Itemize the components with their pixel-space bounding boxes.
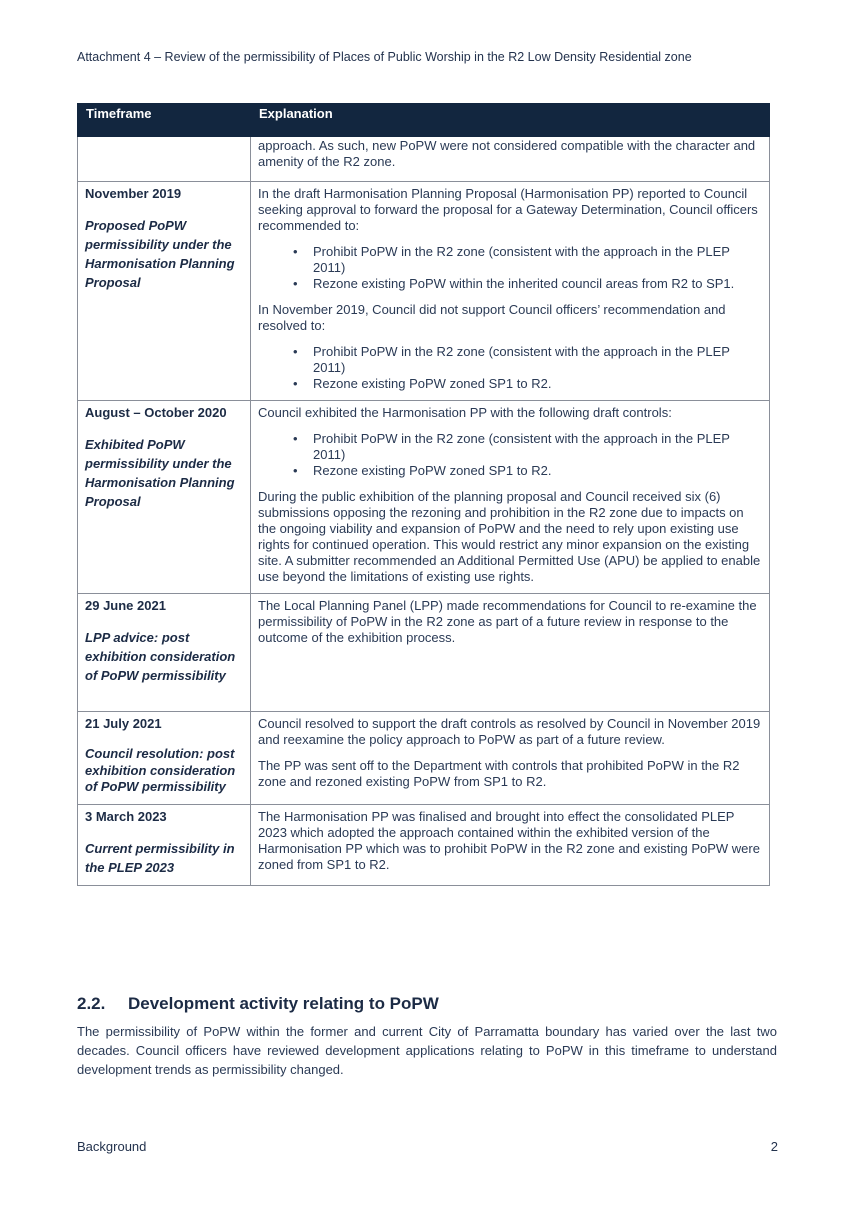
table-row (78, 182, 770, 401)
explanation-cell (251, 182, 770, 401)
timeframe-cell (78, 182, 251, 401)
explanation-paragraph: Council exhibited the Harmonisation PP with the following draft controls: (258, 405, 672, 420)
column-header-explanation: Explanation (251, 104, 770, 137)
explanation-cell (251, 594, 770, 712)
timeline-table (77, 103, 770, 886)
table-row-continuation (78, 137, 770, 182)
bullet-list (258, 244, 762, 292)
row-date: November 2019 (85, 186, 182, 201)
timeframe-cell (78, 804, 251, 885)
row-description: Current permissibility in the PLEP 2023 (85, 840, 235, 875)
row-description: LPP advice: post exhibition consideration of PoPW permissibility (85, 630, 236, 683)
explanation-cell (251, 712, 770, 805)
timeframe-cell (78, 712, 251, 805)
table-row (78, 594, 770, 712)
section-number: 2.2. (77, 994, 106, 1013)
column-header-timeframe: Timeframe (78, 104, 251, 137)
bullet-item: • Rezone existing PoPW within the inherited council areas from R2 to SP1. (293, 276, 762, 292)
explanation-paragraph: In November 2019, Council did not support Council officers’ recommendation and resolved to: (258, 302, 726, 333)
bullet-item: • Prohibit PoPW in the R2 zone (consistent with the approach in the PLEP 2011) (293, 244, 762, 276)
row-date: August – October 2020 (85, 405, 227, 420)
explanation-paragraph: In the draft Harmonisation Planning Proposal (Harmonisation PP) reported to Council seeking approval to forward the proposal for a Gateway Determination, Council officers recommended to: (258, 186, 758, 233)
timeframe-cell (78, 137, 251, 182)
explanation-paragraph: The PP was sent off to the Department with controls that prohibited PoPW in the R2 zone and rezoned existing PoPW from SP1 to R2. (258, 758, 740, 789)
table-row (78, 804, 770, 885)
explanation-cell (251, 401, 770, 594)
row-date: 3 March 2023 (85, 808, 167, 824)
section-paragraph: The permissibility of PoPW within the former and current City of Parramatta boundary has varied over the last two decades. Council officers have reviewed development applications relating to PoPW in this timeframe to understand development trends as permissibility changed. (77, 1024, 777, 1077)
bullet-list (258, 431, 762, 479)
explanation-paragraph: Council resolved to support the draft controls as resolved by Council in November 2019 and reexamine the policy approach to PoPW as part of a future review. (258, 716, 761, 747)
timeframe-cell (78, 594, 251, 712)
explanation-cell (251, 804, 770, 885)
explanation-paragraph: The Local Planning Panel (LPP) made recommendations for Council to re-examine the permissibility of PoPW in the R2 zone as part of a future review in response to the outcome of the exhibition process. (258, 598, 757, 645)
row-date: 29 June 2021 (85, 598, 166, 613)
continuation-text: approach. As such, new PoPW were not considered compatible with the character and amenity of the R2 zone. (258, 138, 756, 169)
row-date: 21 July 2021 (85, 716, 162, 731)
table-row (78, 401, 770, 594)
bullet-item: • Rezone existing PoPW zoned SP1 to R2. (293, 463, 762, 479)
explanation-cell (251, 137, 770, 182)
bullet-item: • Prohibit PoPW in the R2 zone (consistent with the approach in the PLEP 2011) (293, 431, 762, 463)
table-row (78, 712, 770, 805)
page-number: 2 (770, 1139, 778, 1154)
row-description: Proposed PoPW permissibility under the Harmonisation Planning Proposal (85, 218, 235, 290)
bullet-item: • Rezone existing PoPW zoned SP1 to R2. (293, 376, 762, 392)
row-description: Council resolution: post exhibition consideration of PoPW permissibility (85, 746, 236, 794)
section-title: Development activity relating to PoPW (128, 994, 439, 1013)
table-header-row (78, 104, 770, 137)
page-header-title: Attachment 4 – Review of the permissibility of Places of Public Worship in the R2 Low Density Residential zone (77, 50, 692, 64)
row-description: Exhibited PoPW permissibility under the Harmonisation Planning Proposal (85, 437, 235, 509)
timeframe-cell (78, 401, 251, 594)
explanation-paragraph: The Harmonisation PP was finalised and brought into effect the consolidated PLEP 2023 which adopted the approach contained within the exhibited version of the Harmonisation PP which was to prohibit PoPW in the R2 zone and existing PoPW were zoned from SP1 to R2. (258, 808, 760, 872)
explanation-paragraph: During the public exhibition of the planning proposal and Council received six (6) submissions opposing the rezoning and prohibition in the R2 zone due to impacts on the ongoing viability and expansion of PoPW and the need to rely upon existing use rights for continued operation. This would restrict any minor expansion on the existing site. A submitter recommended an Additional Permitted Use (APU) be applied to enable use beyond the limitations of existing use rights. (258, 489, 761, 584)
section-heading (77, 994, 439, 1014)
bullet-list (258, 344, 762, 392)
footer-section-label: Background (77, 1139, 147, 1154)
bullet-item: • Prohibit PoPW in the R2 zone (consistent with the approach in the PLEP 2011) (293, 344, 762, 376)
